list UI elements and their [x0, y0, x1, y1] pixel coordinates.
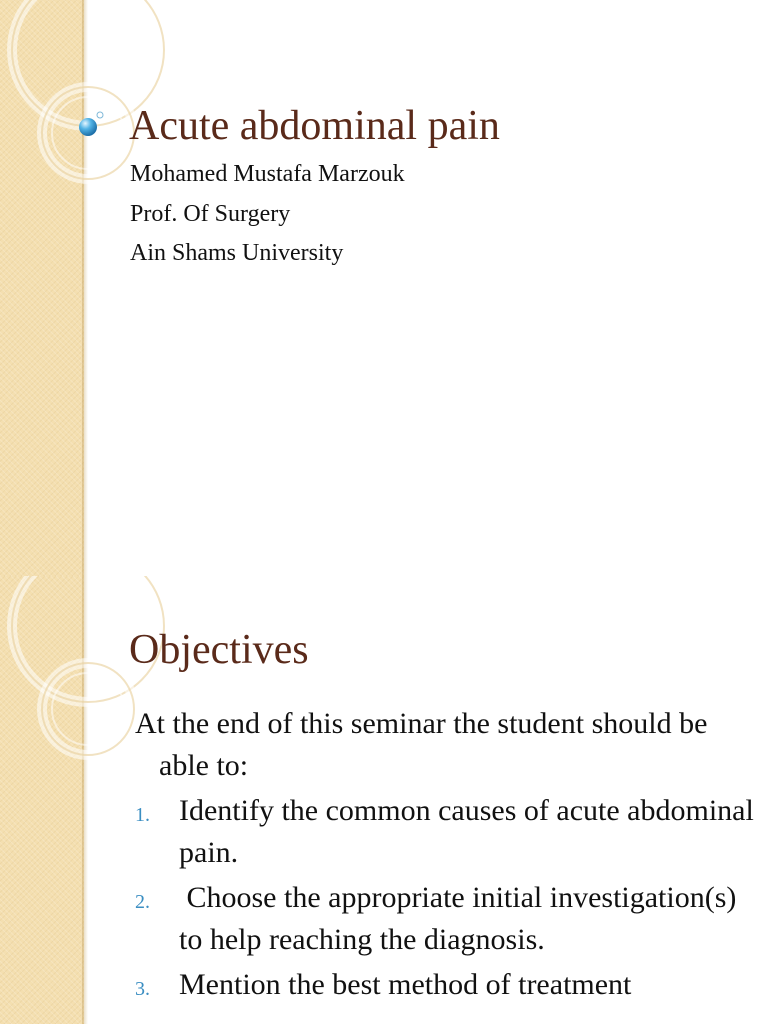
objective-text: Mention the best method of treatment	[179, 968, 632, 1001]
author-name: Mohamed Mustafa Marzouk	[130, 161, 405, 187]
objective-item	[135, 964, 755, 1006]
author-position: Prof. Of Surgery	[130, 201, 291, 227]
slide-objectives	[0, 576, 768, 1024]
objective-item	[135, 790, 755, 874]
objective-number: 2.	[135, 891, 150, 913]
decorative-circles	[0, 0, 200, 576]
objective-number: 3.	[135, 978, 150, 1000]
objective-number: 1.	[135, 804, 150, 826]
objectives-intro: At the end of this seminar the student should be able to:	[135, 707, 708, 782]
objectives-body	[135, 703, 755, 1006]
objective-item	[135, 877, 755, 961]
slide-2-title: Objectives	[129, 627, 309, 673]
objective-text: Identify the common causes of acute abdominal pain.	[179, 794, 754, 869]
objective-text: Choose the appropriate initial investigation(s) to help reaching the diagnosis.	[179, 881, 744, 956]
slide-1-title: Acute abdominal pain	[129, 103, 500, 149]
author-affiliation: Ain Shams University	[130, 240, 344, 266]
